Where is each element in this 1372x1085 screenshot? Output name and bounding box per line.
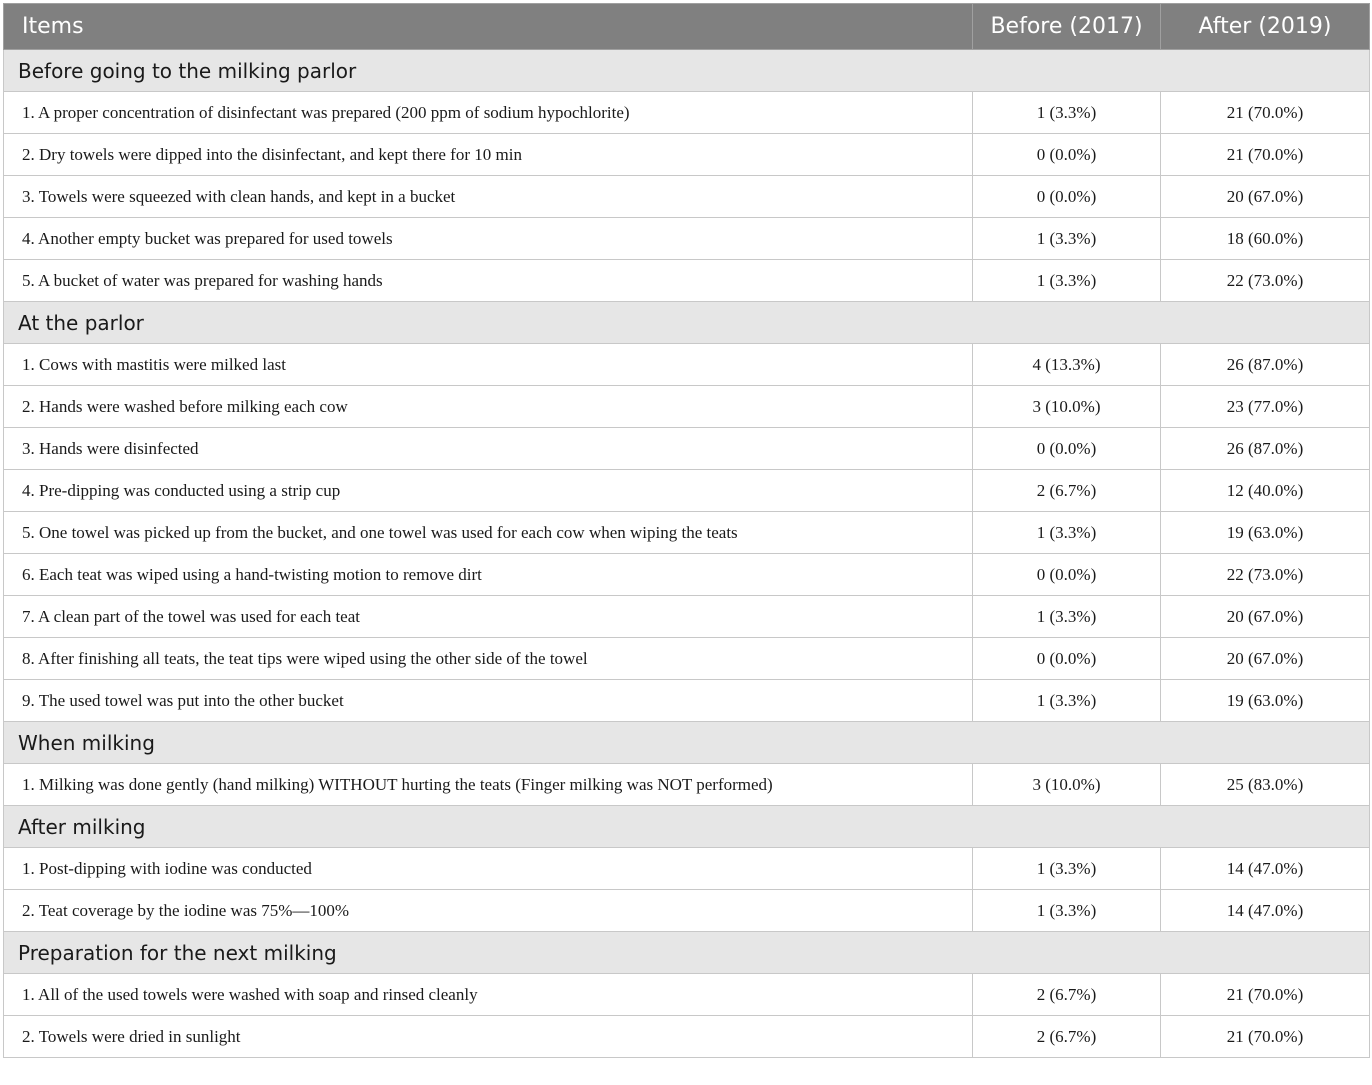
after-cell: 21 (70.0%) [1161, 134, 1370, 176]
before-cell: 2 (6.7%) [973, 470, 1161, 512]
table-row [4, 428, 1370, 470]
item-cell: 2. Hands were washed before milking each cow [4, 386, 973, 428]
after-cell: 22 (73.0%) [1161, 554, 1370, 596]
before-cell: 1 (3.3%) [973, 92, 1161, 134]
after-cell: 21 (70.0%) [1161, 92, 1370, 134]
after-cell: 20 (67.0%) [1161, 596, 1370, 638]
before-cell: 2 (6.7%) [973, 1016, 1161, 1058]
before-cell: 0 (0.0%) [973, 176, 1161, 218]
table-row [4, 344, 1370, 386]
section-title: Before going to the milking parlor [4, 50, 1370, 92]
after-cell: 25 (83.0%) [1161, 764, 1370, 806]
item-cell: 5. One towel was picked up from the bucket, and one towel was used for each cow when wiping the teats [4, 512, 973, 554]
before-cell: 3 (10.0%) [973, 386, 1161, 428]
section-title: Preparation for the next milking [4, 932, 1370, 974]
table-row [4, 470, 1370, 512]
item-cell: 9. The used towel was put into the other bucket [4, 680, 973, 722]
item-cell: 4. Pre-dipping was conducted using a strip cup [4, 470, 973, 512]
table-row [4, 890, 1370, 932]
item-cell: 1. A proper concentration of disinfectant was prepared (200 ppm of sodium hypochlorite) [4, 92, 973, 134]
item-cell: 1. All of the used towels were washed with soap and rinsed cleanly [4, 974, 973, 1016]
before-cell: 1 (3.3%) [973, 890, 1161, 932]
before-cell: 2 (6.7%) [973, 974, 1161, 1016]
after-cell: 23 (77.0%) [1161, 386, 1370, 428]
after-cell: 18 (60.0%) [1161, 218, 1370, 260]
item-cell: 4. Another empty bucket was prepared for used towels [4, 218, 973, 260]
table-row [4, 596, 1370, 638]
after-cell: 21 (70.0%) [1161, 1016, 1370, 1058]
after-cell: 19 (63.0%) [1161, 680, 1370, 722]
item-cell: 1. Cows with mastitis were milked last [4, 344, 973, 386]
item-cell: 1. Post-dipping with iodine was conducted [4, 848, 973, 890]
table-row [4, 848, 1370, 890]
table-row [4, 554, 1370, 596]
section-header [4, 302, 1370, 344]
section-title: At the parlor [4, 302, 1370, 344]
after-cell: 22 (73.0%) [1161, 260, 1370, 302]
before-cell: 0 (0.0%) [973, 638, 1161, 680]
after-cell: 14 (47.0%) [1161, 848, 1370, 890]
table-row [4, 176, 1370, 218]
item-cell: 3. Towels were squeezed with clean hands, and kept in a bucket [4, 176, 973, 218]
table-row [4, 386, 1370, 428]
table-row [4, 764, 1370, 806]
table-row [4, 974, 1370, 1016]
section-header [4, 722, 1370, 764]
table-row [4, 638, 1370, 680]
section-header [4, 932, 1370, 974]
table-row [4, 218, 1370, 260]
before-cell: 3 (10.0%) [973, 764, 1161, 806]
data-table [3, 3, 1370, 1058]
table-row [4, 680, 1370, 722]
after-cell: 20 (67.0%) [1161, 176, 1370, 218]
table-row [4, 134, 1370, 176]
table-row [4, 260, 1370, 302]
after-cell: 26 (87.0%) [1161, 344, 1370, 386]
after-cell: 19 (63.0%) [1161, 512, 1370, 554]
header-row [4, 4, 1370, 50]
item-cell: 2. Teat coverage by the iodine was 75%—100% [4, 890, 973, 932]
table-row [4, 1016, 1370, 1058]
header-after: After (2019) [1161, 4, 1370, 50]
table-row [4, 512, 1370, 554]
item-cell: 2. Towels were dried in sunlight [4, 1016, 973, 1058]
after-cell: 14 (47.0%) [1161, 890, 1370, 932]
item-cell: 6. Each teat was wiped using a hand-twisting motion to remove dirt [4, 554, 973, 596]
table-row [4, 92, 1370, 134]
section-title: After milking [4, 806, 1370, 848]
section-header [4, 50, 1370, 92]
item-cell: 3. Hands were disinfected [4, 428, 973, 470]
item-cell: 8. After finishing all teats, the teat tips were wiped using the other side of the towel [4, 638, 973, 680]
after-cell: 21 (70.0%) [1161, 974, 1370, 1016]
after-cell: 26 (87.0%) [1161, 428, 1370, 470]
before-cell: 4 (13.3%) [973, 344, 1161, 386]
before-cell: 0 (0.0%) [973, 134, 1161, 176]
header-items: Items [4, 4, 973, 50]
before-cell: 1 (3.3%) [973, 680, 1161, 722]
before-cell: 0 (0.0%) [973, 428, 1161, 470]
item-cell: 5. A bucket of water was prepared for washing hands [4, 260, 973, 302]
section-header [4, 806, 1370, 848]
after-cell: 12 (40.0%) [1161, 470, 1370, 512]
item-cell: 1. Milking was done gently (hand milking) WITHOUT hurting the teats (Finger milking was NOT performed) [4, 764, 973, 806]
header-before: Before (2017) [973, 4, 1161, 50]
item-cell: 7. A clean part of the towel was used for each teat [4, 596, 973, 638]
after-cell: 20 (67.0%) [1161, 638, 1370, 680]
section-title: When milking [4, 722, 1370, 764]
before-cell: 1 (3.3%) [973, 596, 1161, 638]
before-cell: 1 (3.3%) [973, 260, 1161, 302]
item-cell: 2. Dry towels were dipped into the disinfectant, and kept there for 10 min [4, 134, 973, 176]
before-cell: 1 (3.3%) [973, 512, 1161, 554]
before-cell: 1 (3.3%) [973, 848, 1161, 890]
before-cell: 1 (3.3%) [973, 218, 1161, 260]
before-cell: 0 (0.0%) [973, 554, 1161, 596]
